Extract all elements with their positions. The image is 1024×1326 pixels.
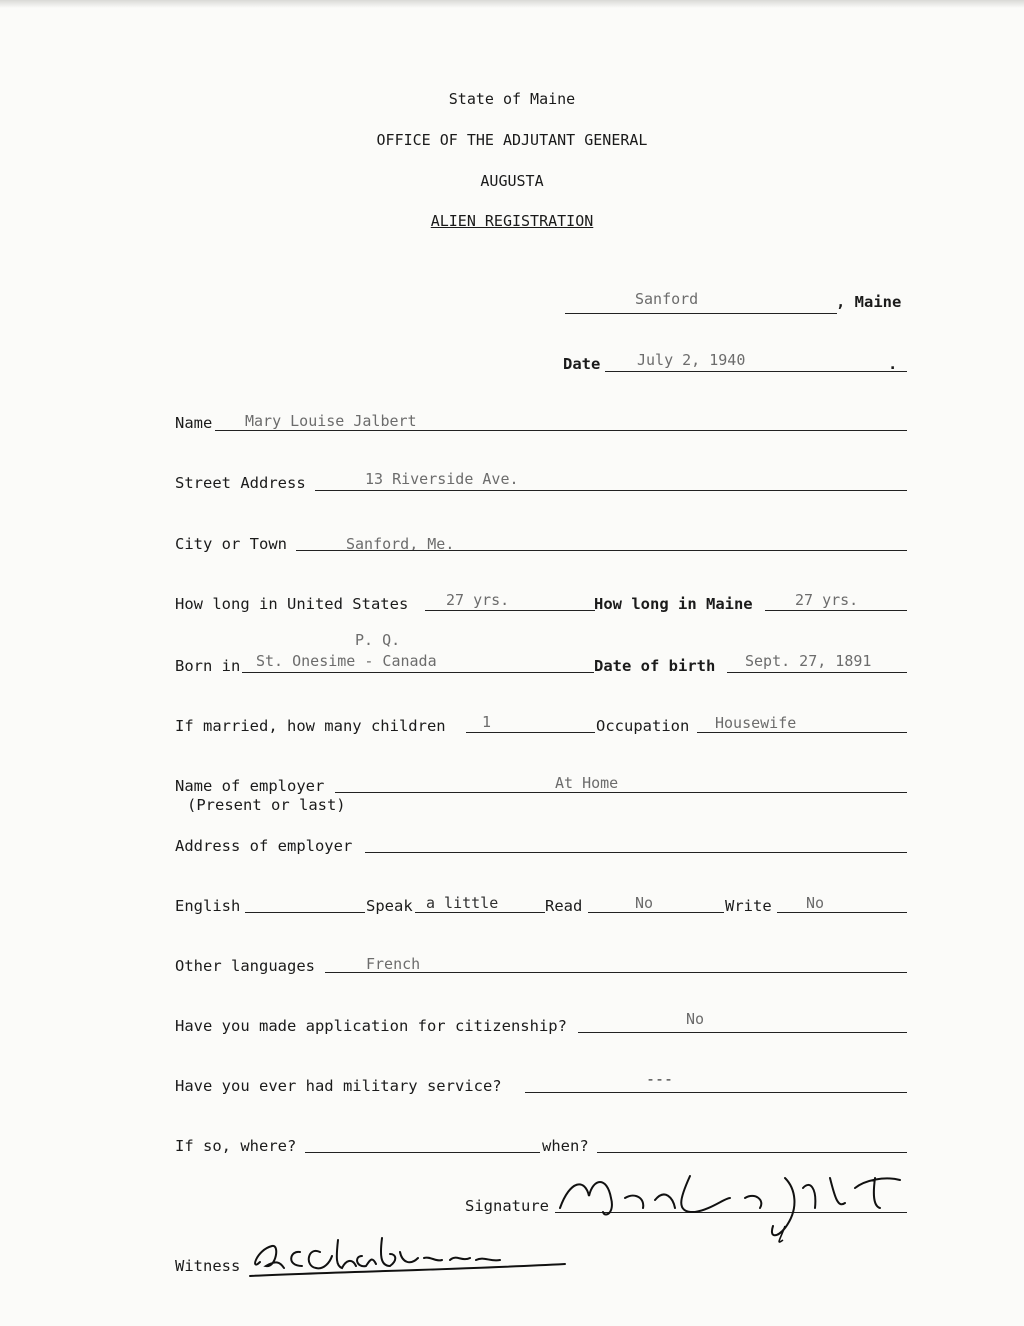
when-label: when?: [542, 1137, 589, 1155]
header-city: AUGUSTA: [480, 172, 544, 190]
born-note: P. Q.: [355, 631, 401, 649]
maine-years-value: 27 yrs.: [795, 591, 859, 609]
city-label: City or Town: [175, 535, 287, 553]
children-line: [466, 732, 595, 733]
military-line: [525, 1092, 907, 1093]
other-languages-line: [325, 972, 907, 973]
date-label: Date: [563, 355, 601, 373]
name-value: Mary Louise Jalbert: [245, 412, 417, 430]
signature-label: Signature: [465, 1197, 549, 1215]
when-line: [597, 1152, 907, 1153]
date-end: .: [888, 355, 898, 373]
citizenship-label: Have you made application for citizenship?: [175, 1017, 567, 1035]
military-value: ---: [646, 1070, 674, 1088]
maine-years-label: How long in Maine: [594, 595, 753, 613]
born-line: [242, 672, 594, 673]
dob-label: Date of birth: [594, 657, 716, 675]
dob-value: Sept. 27, 1891: [745, 652, 872, 670]
dob-line: [727, 672, 907, 673]
witness-label: Witness: [175, 1257, 241, 1275]
occupation-label: Occupation: [596, 717, 690, 735]
write-label: Write: [725, 897, 772, 915]
born-value: St. Onesime - Canada: [256, 652, 437, 670]
employer-address-line: [365, 852, 907, 853]
occupation-line: [697, 732, 907, 733]
english-line: [245, 912, 365, 913]
read-label: Read: [545, 897, 583, 915]
header-office: OFFICE OF THE ADJUTANT GENERAL: [376, 131, 648, 149]
us-years-value: 27 yrs.: [446, 591, 510, 609]
employer-label: Name of employer: [175, 777, 325, 795]
location-value: Sanford: [635, 290, 699, 308]
write-value: No: [806, 894, 825, 912]
where-line: [305, 1152, 540, 1153]
name-line: [215, 430, 907, 431]
military-label: Have you ever had military service?: [175, 1077, 502, 1095]
citizenship-value: No: [686, 1010, 705, 1028]
header-state: State of Maine: [448, 90, 576, 108]
speak-value: a little: [426, 894, 499, 912]
read-value: No: [635, 894, 654, 912]
occupation-value: Housewife: [715, 714, 797, 732]
witness-signature-graphic: [250, 1232, 570, 1282]
form-title: ALIEN REGISTRATION: [430, 212, 594, 230]
street-line: [315, 490, 907, 491]
where-label: If so, where?: [175, 1137, 297, 1155]
street-value: 13 Riverside Ave.: [365, 470, 519, 488]
born-label: Born in: [175, 657, 241, 675]
english-label: English: [175, 897, 241, 915]
street-label: Street Address: [175, 474, 306, 492]
location-line: [565, 313, 837, 314]
other-languages-value: French: [366, 955, 421, 973]
signature-graphic: [555, 1168, 925, 1248]
citizenship-line: [578, 1032, 907, 1033]
speak-label: Speak: [366, 897, 413, 915]
city-value: Sanford, Me.: [346, 535, 455, 553]
read-line: [588, 912, 724, 913]
employer-sublabel: (Present or last): [187, 796, 346, 814]
employer-address-label: Address of employer: [175, 837, 353, 855]
date-value: July 2, 1940: [637, 351, 746, 369]
name-label: Name: [175, 414, 213, 432]
us-years-line: [425, 610, 595, 611]
maine-years-line: [765, 610, 907, 611]
employer-value: At Home: [555, 774, 619, 792]
write-line: [777, 912, 907, 913]
other-languages-label: Other languages: [175, 957, 315, 975]
children-value: 1: [482, 713, 492, 731]
speak-line: [415, 912, 545, 913]
scan-edge: [0, 0, 1024, 8]
us-years-label: How long in United States: [175, 595, 409, 613]
date-line: [605, 371, 907, 372]
location-suffix: , Maine: [836, 293, 902, 311]
employer-line: [335, 792, 907, 793]
children-label: If married, how many children: [175, 717, 446, 735]
city-line: [296, 550, 907, 551]
